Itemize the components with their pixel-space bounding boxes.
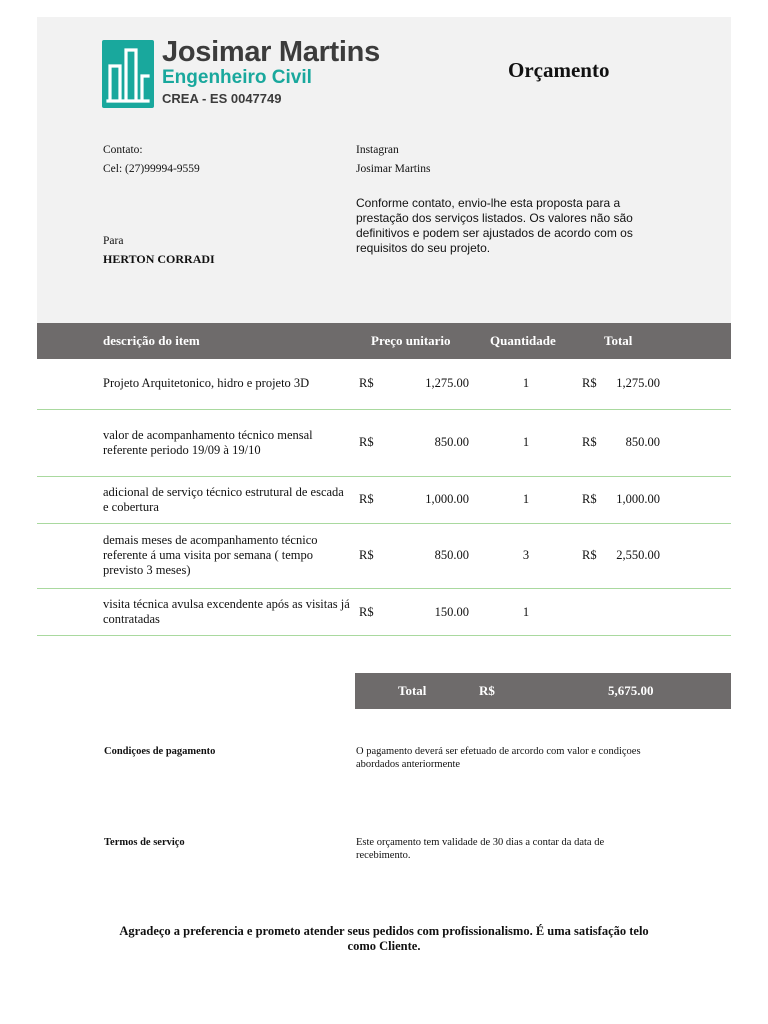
header-description: descrição do item: [103, 333, 200, 348]
table-row: [37, 359, 731, 410]
row-quantity: 1: [522, 435, 530, 449]
row-description: demais meses de acompanhamento técnico referente á uma visita por semana ( tempo previsto 3 meses): [103, 533, 318, 577]
grand-total-bar: [355, 673, 731, 709]
table-row: [37, 477, 731, 524]
header-total: Total: [604, 333, 633, 348]
client-label: Para: [103, 235, 124, 247]
row-quantity: 3: [522, 548, 530, 562]
row-unit-price: 1,275.00: [425, 376, 469, 390]
payment-conditions-text: O pagamento deverá ser efetuado de arcordo com valor e condiçoes abordados anteriormente: [356, 746, 641, 770]
row-currency: R$: [359, 492, 374, 506]
client-name: HERTON CORRADI: [103, 252, 215, 266]
brand-registration: CREA - ES 0047749: [162, 91, 282, 106]
contact-phone: Cel: (27)99994-9559: [103, 163, 200, 175]
row-unit-price: 1,000.00: [425, 492, 469, 506]
row-unit-price: 850.00: [434, 548, 469, 562]
row-description: adicional de serviço técnico estrutural de escada e cobertura: [103, 485, 344, 514]
row-quantity: 1: [522, 492, 530, 506]
contact-label: Contato:: [103, 144, 143, 156]
table-row: [37, 410, 731, 477]
terms-text: Este orçamento tem validade de 30 dias a contar da data de recebimento.: [356, 837, 605, 861]
payment-conditions-label: Condiçoes de pagamento: [104, 746, 216, 757]
grand-total-value: 5,675.00: [608, 683, 654, 698]
row-currency: R$: [359, 548, 374, 562]
building-logo-icon: [102, 40, 154, 108]
brand-role: Engenheiro Civil: [162, 67, 312, 88]
row-description: valor de acompanhamento técnico mensal referente periodo 19/09 à 19/10: [103, 428, 313, 457]
grand-total-currency: R$: [479, 683, 495, 698]
table-row: [37, 524, 731, 589]
thank-you-message: Agradeço a preferencia e prometo atender seus pedidos com profissionalismo. É uma satisfação telo como Cliente.: [119, 924, 649, 953]
row-total-currency: R$: [582, 435, 597, 449]
row-total-currency: R$: [582, 548, 597, 562]
row-total: 1,275.00: [616, 376, 660, 390]
row-quantity: 1: [522, 605, 530, 619]
terms-label: Termos de serviço: [104, 837, 185, 848]
row-currency: R$: [359, 435, 374, 449]
row-total-currency: R$: [582, 376, 597, 390]
header-unit-price: Preço unitario: [371, 333, 451, 348]
grand-total-label: Total: [398, 683, 427, 698]
table-header: [37, 323, 731, 359]
row-total: 850.00: [625, 435, 660, 449]
row-currency: R$: [359, 605, 374, 619]
brand-name: Josimar Martins: [162, 36, 380, 68]
row-total-currency: R$: [582, 492, 597, 506]
social-label: Instagran: [356, 144, 399, 156]
social-value: Josimar Martins: [356, 163, 431, 175]
row-description: visita técnica avulsa excendente após as visitas já contratadas: [103, 597, 350, 626]
row-unit-price: 850.00: [434, 435, 469, 449]
row-description: Projeto Arquitetonico, hidro e projeto 3D: [103, 376, 310, 390]
row-quantity: 1: [522, 376, 530, 390]
row-total: 2,550.00: [616, 548, 660, 562]
intro-text: Conforme contato, envio-lhe esta proposta para a prestação dos serviços listados. Os valores não são definitivos e podem ser ajustados de acordo com os requisitos do seu projeto.: [356, 196, 633, 255]
document-title: Orçamento: [508, 58, 610, 82]
header-quantity: Quantidade: [490, 333, 556, 348]
row-currency: R$: [359, 376, 374, 390]
row-unit-price: 150.00: [434, 605, 469, 619]
row-total: 1,000.00: [616, 492, 660, 506]
table-row: [37, 589, 731, 636]
